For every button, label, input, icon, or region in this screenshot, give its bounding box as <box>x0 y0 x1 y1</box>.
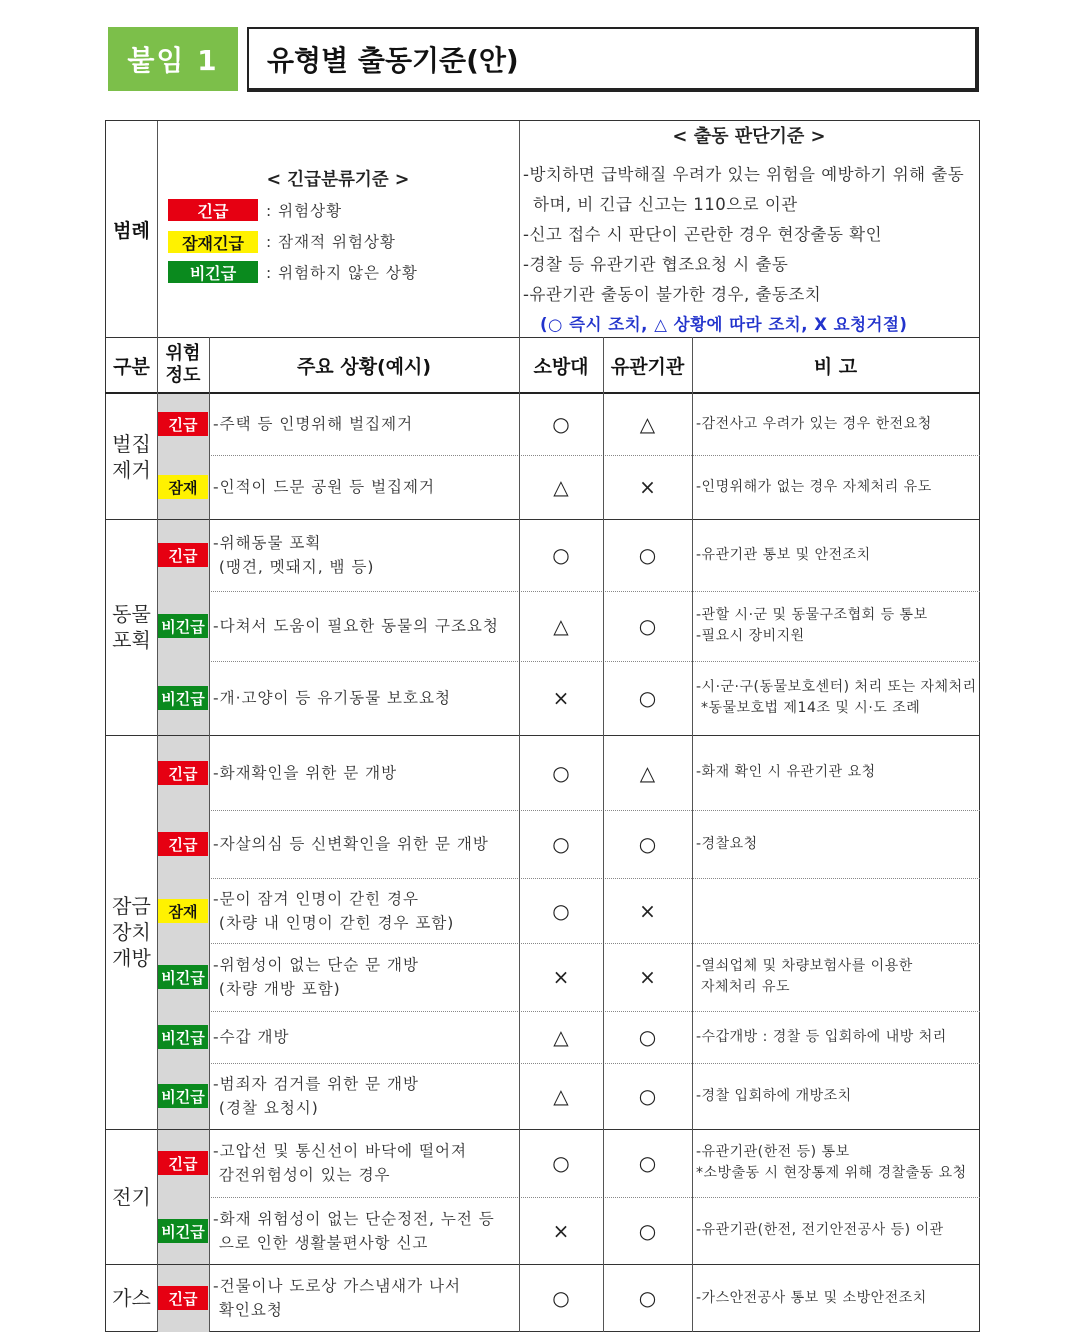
criteria-line: 하며, 비 긴급 신고는 110으로 이관 <box>533 195 798 214</box>
col-header-category: 구분 <box>113 355 150 378</box>
urgency-badge: 비긴급 <box>158 614 208 638</box>
situation-cell <box>213 735 518 810</box>
urgency-badge: 비긴급 <box>158 1219 208 1243</box>
fire-response-symbol: △ <box>553 475 569 499</box>
situation-cell <box>213 393 518 455</box>
remark-line: -경찰요청 <box>696 835 758 852</box>
situation-text <box>213 832 489 856</box>
remark-text <box>696 477 932 498</box>
remark-text <box>696 834 758 855</box>
remark-line: -유관기관(한전, 전기안전공사 등) 이관 <box>696 1222 944 1238</box>
situation-cell <box>213 878 518 943</box>
agency-response-symbol: △ <box>639 760 656 785</box>
remark-cell <box>696 1011 978 1063</box>
situation-line: (맹견, 멧돼지, 뱀 등) <box>213 558 375 576</box>
group-gas: 가스 <box>112 1286 151 1310</box>
grid-hline <box>209 810 980 811</box>
group-lock: 잠금 장치 개방 <box>112 894 151 970</box>
situation-text <box>213 1072 419 1120</box>
remark-text <box>696 1220 944 1241</box>
remark-line: -가스안전공사 통보 및 소방안전조치 <box>696 1289 927 1306</box>
situation-line: 으로 인한 생활불편사항 신고 <box>213 1233 429 1252</box>
urgency-badge: 비긴급 <box>158 1084 208 1108</box>
situation-text <box>213 531 374 579</box>
fire-response-symbol: × <box>552 1218 570 1243</box>
situation-text <box>213 412 413 436</box>
situation-line: -개·고양이 등 유기동물 보호요청 <box>213 689 451 707</box>
remark-text <box>696 545 871 566</box>
group-animal: 동물 포획 <box>112 602 151 652</box>
fire-response-symbol: ○ <box>552 898 570 923</box>
remark-cell <box>696 1264 978 1332</box>
situation-line: 감전위험성이 있는 경우 <box>213 1166 391 1184</box>
legend-desc-nonurgent: : 위험하지 않은 상황 <box>266 264 418 282</box>
remark-text <box>696 1027 947 1048</box>
remark-line: -화재 확인 시 유관기관 요청 <box>696 764 876 780</box>
situation-line: -문이 잠겨 인명이 갇힌 경우 <box>213 889 420 908</box>
grid-hline <box>105 1264 980 1265</box>
grid-hline <box>105 1129 980 1130</box>
remark-text <box>696 956 913 998</box>
agency-response-symbol: △ <box>639 412 656 436</box>
situation-text <box>213 953 419 1001</box>
level-column-bg <box>157 735 209 1129</box>
urgency-badge: 잠재 <box>158 899 208 923</box>
remark-line: -인명위해가 없는 경우 자체처리 유도 <box>696 478 932 495</box>
situation-line: -자살의심 등 신변확인을 위한 문 개방 <box>213 835 489 853</box>
situation-cell <box>213 943 518 1011</box>
remark-line: 자체처리 유도 <box>696 979 791 995</box>
grid-vline <box>209 337 210 1332</box>
remark-line: -수갑개방 : 경찰 등 입회하에 내방 처리 <box>696 1028 947 1045</box>
situation-text <box>213 475 435 499</box>
remark-line: -경찰 입회하에 개방조치 <box>696 1087 852 1104</box>
situation-text <box>213 1207 495 1255</box>
remark-line: *동물보호법 제14조 및 시·도 조례 <box>696 700 921 716</box>
situation-line: (차량 개방 포함) <box>213 980 341 998</box>
legend-badge-latent: 잠재긴급 <box>168 231 258 253</box>
remark-cell <box>696 519 978 591</box>
situation-line: -위험성이 없는 단순 문 개방 <box>213 956 420 974</box>
situation-line: -범죄자 검거를 위한 문 개방 <box>213 1075 420 1093</box>
urgency-badge: 비긴급 <box>158 686 208 710</box>
situation-cell <box>213 519 518 591</box>
situation-line: -화재 위험성이 없는 단순정전, 누전 등 <box>213 1209 495 1228</box>
document-title-text: 유형별 출동기준(안) <box>267 43 519 77</box>
situation-cell <box>213 661 518 735</box>
col-header-level: 위험 정도 <box>165 343 201 386</box>
urgency-badge: 긴급 <box>158 1151 208 1175</box>
fire-response-symbol: ○ <box>552 543 570 567</box>
remark-line: *소방출동 시 현장통제 위해 경찰출동 요청 <box>696 1165 967 1181</box>
remark-cell <box>696 1063 978 1129</box>
remark-line: -시·군·구(동물보호센터) 처리 또는 자체처리 <box>696 679 977 695</box>
group-beehive: 벌집 제거 <box>112 432 151 482</box>
agency-response-symbol: × <box>639 475 656 499</box>
grid-hline <box>105 519 980 520</box>
situation-text <box>213 761 397 785</box>
criteria-line: -방치하면 급박해질 우려가 있는 위험을 예방하기 위해 출동 <box>523 165 965 184</box>
situation-line: -다쳐서 도움이 필요한 동물의 구조요청 <box>213 617 499 635</box>
grid-hline <box>209 943 980 944</box>
remark-cell <box>696 878 978 943</box>
remark-text <box>696 1288 927 1309</box>
situation-line: (차량 내 인명이 갇힌 경우 포함) <box>213 913 455 932</box>
document-title <box>247 27 979 92</box>
group-electric: 전기 <box>112 1184 151 1209</box>
situation-line: -건물이나 도로상 가스냄새가 나서 <box>213 1277 461 1295</box>
situation-text <box>213 887 454 935</box>
grid-hline <box>105 735 980 736</box>
remark-cell <box>696 661 978 735</box>
remark-cell <box>696 393 978 455</box>
remark-text <box>696 1086 852 1107</box>
grid-hline <box>209 1063 980 1064</box>
situation-line: -인적이 드문 공원 등 벌집제거 <box>213 478 435 496</box>
agency-response-symbol: ○ <box>638 614 657 638</box>
agency-response-symbol: ○ <box>638 1218 657 1243</box>
urgency-badge: 긴급 <box>158 412 208 436</box>
remark-line: -유관기관(한전 등) 통보 <box>696 1144 850 1160</box>
col-header-agency: 유관기관 <box>610 355 685 378</box>
agency-response-symbol: × <box>639 965 656 989</box>
situation-line: (경찰 요청시) <box>213 1099 319 1117</box>
fire-response-symbol: ○ <box>552 760 570 785</box>
agency-response-symbol: ○ <box>638 1151 657 1175</box>
remark-line: -열쇠업체 및 차량보험사를 이용한 <box>696 958 913 974</box>
remark-cell <box>696 1129 978 1197</box>
col-header-situation: 주요 상황(예시) <box>296 355 432 378</box>
fire-response-symbol: ○ <box>552 1151 570 1175</box>
agency-response-symbol: ○ <box>638 1286 657 1310</box>
situation-text <box>213 1274 461 1322</box>
situation-cell <box>213 810 518 878</box>
grid-hline <box>209 1197 980 1198</box>
remark-cell <box>696 1197 978 1264</box>
criteria-line: -경찰 등 유관기관 협조요청 시 출동 <box>523 255 789 274</box>
level-column-bg <box>157 1129 209 1264</box>
situation-line: -고압선 및 통신선이 바닥에 떨어져 <box>213 1142 467 1160</box>
urgency-badge: 비긴급 <box>158 1025 208 1049</box>
criteria-title: < 출동 판단기준 > <box>672 126 826 147</box>
remark-text <box>696 762 876 783</box>
situation-line: -주택 등 인명위해 벌집제거 <box>213 415 414 433</box>
urgency-badge: 긴급 <box>158 543 208 567</box>
grid-hline <box>105 337 980 338</box>
fire-response-symbol: × <box>552 686 570 710</box>
remark-line: -감전사고 우려가 있는 경우 한전요청 <box>696 415 932 432</box>
situation-cell <box>213 1011 518 1063</box>
criteria-line: -신고 접수 시 판단이 곤란한 경우 현장출동 확인 <box>523 225 883 244</box>
remark-text <box>696 605 928 647</box>
grid-vline <box>157 121 158 1332</box>
situation-text <box>213 686 451 710</box>
fire-response-symbol: × <box>552 965 570 989</box>
symbols-note: (○ 즉시 조치, △ 상황에 따라 조치, X 요청거절) <box>540 315 908 334</box>
grid-vline <box>603 337 604 1332</box>
agency-response-symbol: ○ <box>638 1025 657 1049</box>
legend-desc-latent: : 잠재적 위험상황 <box>266 233 396 251</box>
criteria-line: -유관기관 출동이 불가한 경우, 출동조치 <box>523 285 822 304</box>
grid-hline <box>209 878 980 879</box>
remark-cell <box>696 735 978 810</box>
agency-response-symbol: × <box>639 898 656 923</box>
grid-hline <box>209 661 980 662</box>
remark-text <box>696 677 977 719</box>
fire-response-symbol: ○ <box>552 832 570 856</box>
fire-response-symbol: ○ <box>552 1286 570 1310</box>
agency-response-symbol: ○ <box>638 832 657 856</box>
urgency-badge: 긴급 <box>158 832 208 856</box>
situation-line: -수갑 개방 <box>213 1028 290 1046</box>
agency-response-symbol: ○ <box>638 686 657 710</box>
attachment-tag: 붙임 1 <box>108 27 238 91</box>
remark-text <box>696 414 932 435</box>
fire-response-symbol: △ <box>553 1084 569 1108</box>
remark-line: -유관기관 통보 및 안전조치 <box>696 546 871 563</box>
agency-response-symbol: ○ <box>638 1084 657 1108</box>
situation-cell <box>213 1197 518 1264</box>
urgency-badge: 잠재 <box>158 475 208 499</box>
situation-text <box>213 1025 289 1049</box>
situation-cell <box>213 591 518 661</box>
urgency-badge: 비긴급 <box>158 965 208 989</box>
situation-cell <box>213 1063 518 1129</box>
fire-response-symbol: △ <box>553 1025 569 1049</box>
grid-hline <box>209 591 980 592</box>
situation-line: -위해동물 포획 <box>213 534 322 552</box>
legend-label: 범례 <box>113 219 150 242</box>
remark-line: -필요시 장비지원 <box>696 628 805 644</box>
fire-response-symbol: △ <box>553 614 569 638</box>
grid-hline <box>209 455 980 456</box>
situation-line: -화재확인을 위한 문 개방 <box>213 763 398 782</box>
grid-vline <box>519 121 520 1332</box>
urgency-badge: 긴급 <box>158 761 208 785</box>
situation-cell <box>213 455 518 519</box>
classification-title: < 긴급분류기준 > <box>266 169 410 190</box>
remark-line: -관할 시·군 및 동물구조협회 등 통보 <box>696 607 928 623</box>
urgency-badge: 긴급 <box>158 1286 208 1310</box>
col-header-note: 비 고 <box>813 355 858 378</box>
grid-hline <box>105 392 980 394</box>
situation-cell <box>213 1129 518 1197</box>
situation-text <box>213 614 499 638</box>
remark-cell <box>696 591 978 661</box>
fire-response-symbol: ○ <box>552 412 570 436</box>
legend-badge-nonurgent: 비긴급 <box>168 261 258 283</box>
legend-badge-urgent: 긴급 <box>168 199 258 221</box>
col-header-fire: 소방대 <box>533 355 589 378</box>
situation-line: 확인요청 <box>213 1301 283 1319</box>
agency-response-symbol: ○ <box>638 543 657 567</box>
remark-cell <box>696 943 978 1011</box>
legend-desc-urgent: : 위험상황 <box>266 202 343 220</box>
situation-cell <box>213 1264 518 1332</box>
remark-cell <box>696 455 978 519</box>
grid-hline <box>209 1011 980 1012</box>
grid-vline <box>692 337 693 1332</box>
situation-text <box>213 1139 467 1187</box>
remark-cell <box>696 810 978 878</box>
remark-text <box>696 1142 967 1184</box>
